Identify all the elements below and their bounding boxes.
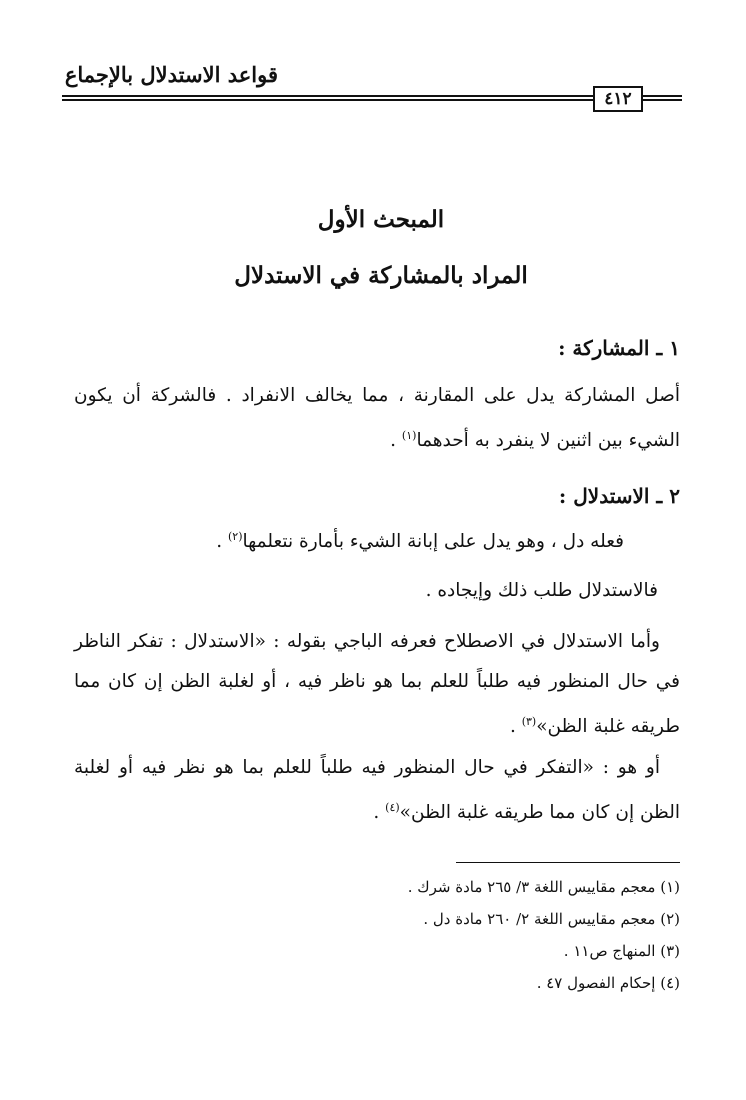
section-1-label: ١ ـ المشاركة : <box>558 336 680 360</box>
header-rule-bottom <box>62 99 682 101</box>
chapter-subheading: المراد بالمشاركة في الاستدلال <box>234 262 528 289</box>
header-rule-top <box>62 95 682 97</box>
footnote-ref-2: (٢) <box>227 530 243 543</box>
footnote-ref-4: (٤) <box>385 801 400 814</box>
definition-end: . <box>509 716 522 738</box>
section-2-line-1-text: فعله دل ، وهو يدل على إبانة الشيء بأمارة نتعلمها <box>242 531 624 553</box>
footnote-1: (١) معجم مقاييس اللغة ٣/ ٢٦٥ مادة شرك . <box>407 878 680 896</box>
section-2-label: ٢ ـ الاستدلال : <box>558 484 680 508</box>
alternative-end: . <box>373 802 386 824</box>
definition-text: وأما الاستدلال في الاصطلاح فعرفه الباجي بقوله : «الاستدلال : تفكر الناظر في حال المنظور فيه طلباً للعلم بما هو ناظر فيه ، أو لغلبة الظن إن كان مما طريقه غلبة الظن» <box>74 631 680 738</box>
footnote-ref-1: (١) <box>401 429 417 442</box>
footnote-separator <box>456 862 680 863</box>
footnote-3: (٣) المنهاج ص١١ . <box>563 942 680 960</box>
footnote-ref-3: (٣) <box>521 715 537 728</box>
section-2-line-2: فالاستدلال طلب ذلك وإيجاده . <box>425 580 658 601</box>
running-header-title: قواعد الاستدلال بالإجماع <box>64 62 278 87</box>
section-2-line-1-end: . <box>216 531 228 553</box>
section-2-paragraph-alternative <box>74 748 680 833</box>
footnote-2: (٢) معجم مقاييس اللغة ٢/ ٢٦٠ مادة دل . <box>423 910 680 928</box>
section-2-paragraph-definition <box>74 622 680 747</box>
section-1-end: . <box>390 430 402 452</box>
section-2-line-1 <box>216 530 624 552</box>
page-number: ٤١٢ <box>593 86 643 112</box>
section-1-text: أصل المشاركة يدل على المقارنة ، مما يخالف الانفراد . فالشركة أن يكون الشيء بين اثنين لا ينفرد به أحدهما <box>74 385 680 452</box>
section-1-paragraph <box>74 376 680 461</box>
chapter-heading: المبحث الأول <box>317 206 445 233</box>
alternative-text: أو هو : «التفكر في حال المنظور فيه طلباً للعلم بما هو نظر فيه أو لغلبة الظن إن كان مما طريقه غلبة الظن» <box>74 757 680 824</box>
footnote-4: (٤) إحكام الفصول ٤٧ . <box>536 974 680 992</box>
